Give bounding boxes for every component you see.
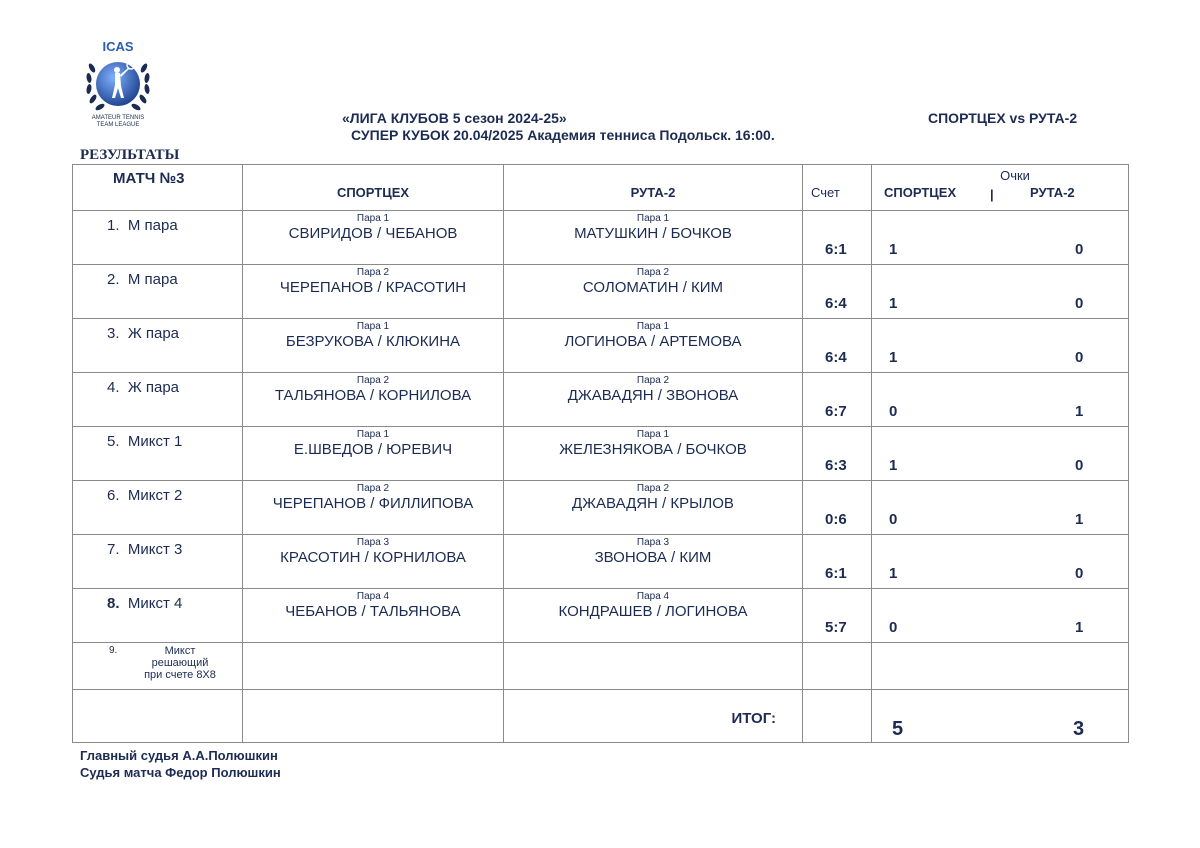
game-score: 5:7 — [825, 619, 847, 636]
team2-points: 1 — [1075, 403, 1084, 420]
pair2-label: Пара 2 — [636, 375, 670, 386]
pair2-label: Пара 3 — [636, 537, 670, 548]
pair2-names: ДЖАВАДЯН / ЗВОНОВА — [567, 387, 739, 404]
pair1-names: Е.ШВЕДОВ / ЮРЕВИЧ — [293, 441, 453, 458]
pair1-label: Пара 1 — [356, 429, 390, 440]
table-row — [73, 481, 1129, 535]
team1-points: 1 — [889, 295, 898, 312]
row-type: 6. Микст 2 — [107, 487, 183, 504]
pair1-names: ЧЕБАНОВ / ТАЛЬЯНОВА — [285, 603, 461, 620]
total-team2: 3 — [1073, 718, 1085, 740]
total-label: ИТОГ: — [731, 710, 776, 727]
row-type: 5. Микст 1 — [107, 433, 183, 450]
team1-points: 1 — [889, 241, 898, 258]
team2-points: 1 — [1075, 511, 1084, 528]
table-row-decider — [73, 643, 1129, 690]
pair2-label: Пара 1 — [636, 429, 670, 440]
pair2-label: Пара 1 — [636, 321, 670, 332]
results-table — [72, 164, 1129, 743]
pair1-label: Пара 3 — [356, 537, 390, 548]
team1-points: 0 — [889, 511, 898, 528]
table-row — [73, 211, 1129, 265]
pair2-label: Пара 4 — [636, 591, 670, 602]
table-row — [73, 319, 1129, 373]
team1-points: 1 — [889, 457, 898, 474]
pair2-label: Пара 2 — [636, 267, 670, 278]
team2-points: 0 — [1075, 349, 1084, 366]
pair1-names: ТАЛЬЯНОВА / КОРНИЛОВА — [274, 387, 472, 404]
pair2-label: Пара 1 — [636, 213, 670, 224]
table-header-row — [73, 165, 1129, 211]
team2-points: 0 — [1075, 241, 1084, 258]
results-label: РЕЗУЛЬТАТЫ — [80, 147, 180, 163]
team1-header: СПОРТЦЕХ — [336, 185, 410, 200]
header-team2-cell — [504, 165, 803, 211]
row-type: 1. М пара — [107, 217, 178, 234]
icas-logo — [82, 38, 162, 134]
total-row — [73, 690, 1129, 743]
row-type: 8. Микст 4 — [107, 595, 183, 612]
table-row — [73, 373, 1129, 427]
header-match-cell — [73, 165, 243, 211]
chief-judge: Главный судья А.А.Полюшкин — [80, 748, 278, 763]
pair1-label: Пара 4 — [356, 591, 390, 602]
table-row — [73, 535, 1129, 589]
game-score: 6:3 — [825, 457, 847, 474]
pair1-label: Пара 1 — [356, 213, 390, 224]
league-title: «ЛИГА КЛУБОВ 5 сезон 2024-25» — [342, 110, 567, 126]
game-score: 6:1 — [825, 565, 847, 582]
pair1-label: Пара 2 — [356, 267, 390, 278]
game-score: 6:7 — [825, 403, 847, 420]
decider-label: Микст решающий при счете 8Х8 — [144, 645, 216, 681]
row-type: 7. Микст 3 — [107, 541, 183, 558]
row-type: 3. Ж пара — [107, 325, 180, 342]
pair2-names: ЛОГИНОВА / АРТЕМОВА — [564, 333, 742, 350]
team2-points: 1 — [1075, 619, 1084, 636]
pair1-names: ЧЕРЕПАНОВ / ФИЛЛИПОВА — [272, 495, 474, 512]
team2-header: РУТА-2 — [630, 185, 676, 200]
header-team1-cell — [243, 165, 504, 211]
pair2-names: КОНДРАШЕВ / ЛОГИНОВА — [558, 603, 748, 620]
team1-points: 1 — [889, 349, 898, 366]
pair2-names: СОЛОМАТИН / КИМ — [582, 279, 724, 296]
table-row — [73, 589, 1129, 643]
event-title: СУПЕР КУБОК 20.04/2025 Академия тенниса Подольск. 16:00. — [351, 127, 775, 143]
team1-points: 0 — [889, 403, 898, 420]
points-header: Очки — [1000, 168, 1030, 183]
pair1-label: Пара 2 — [356, 483, 390, 494]
table-row — [73, 427, 1129, 481]
pair1-names: КРАСОТИН / КОРНИЛОВА — [280, 549, 466, 566]
pair1-names: БЕЗРУКОВА / КЛЮКИНА — [285, 333, 461, 350]
pair2-names: ЖЕЛЕЗНЯКОВА / БОЧКОВ — [559, 441, 747, 458]
row-type: 2. М пара — [107, 271, 178, 288]
logo-subtitle-1: AMATEUR TENNIS — [91, 115, 145, 121]
game-score: 6:4 — [825, 295, 847, 312]
header-points-cell — [872, 165, 1129, 211]
pair1-names: СВИРИДОВ / ЧЕБАНОВ — [288, 225, 458, 242]
teams-title: СПОРТЦЕХ vs РУТА-2 — [928, 110, 1078, 126]
pair2-names: ЗВОНОВА / КИМ — [594, 549, 712, 566]
team1-points: 1 — [889, 565, 898, 582]
pair2-label: Пара 2 — [636, 483, 670, 494]
team2-points: 0 — [1075, 565, 1084, 582]
header-score-cell — [803, 165, 872, 211]
pair2-names: ДЖАВАДЯН / КРЫЛОВ — [572, 495, 734, 512]
pair2-names: МАТУШКИН / БОЧКОВ — [574, 225, 732, 242]
game-score: 6:4 — [825, 349, 847, 366]
team1-points: 0 — [889, 619, 898, 636]
team2-points: 0 — [1075, 457, 1084, 474]
points-separator: | — [990, 187, 994, 202]
match-label: МАТЧ №3 — [113, 170, 185, 187]
points-team1-header: СПОРТЦЕХ — [884, 185, 957, 200]
game-score: 6:1 — [825, 241, 847, 258]
total-team1: 5 — [892, 718, 904, 740]
decider-number: 9. — [109, 645, 118, 656]
team2-points: 0 — [1075, 295, 1084, 312]
pair1-label: Пара 2 — [356, 375, 390, 386]
pair1-names: ЧЕРЕПАНОВ / КРАСОТИН — [279, 279, 467, 296]
logo-title: ICAS — [102, 39, 134, 54]
game-score: 0:6 — [825, 511, 847, 528]
match-judge: Судья матча Федор Полюшкин — [80, 765, 281, 780]
pair1-label: Пара 1 — [356, 321, 390, 332]
score-header: Счет — [811, 185, 840, 200]
row-type: 4. Ж пара — [107, 379, 180, 396]
points-team2-header: РУТА-2 — [1030, 185, 1075, 200]
logo-subtitle-2: TEAM LEAGUE — [96, 122, 140, 128]
table-row — [73, 265, 1129, 319]
